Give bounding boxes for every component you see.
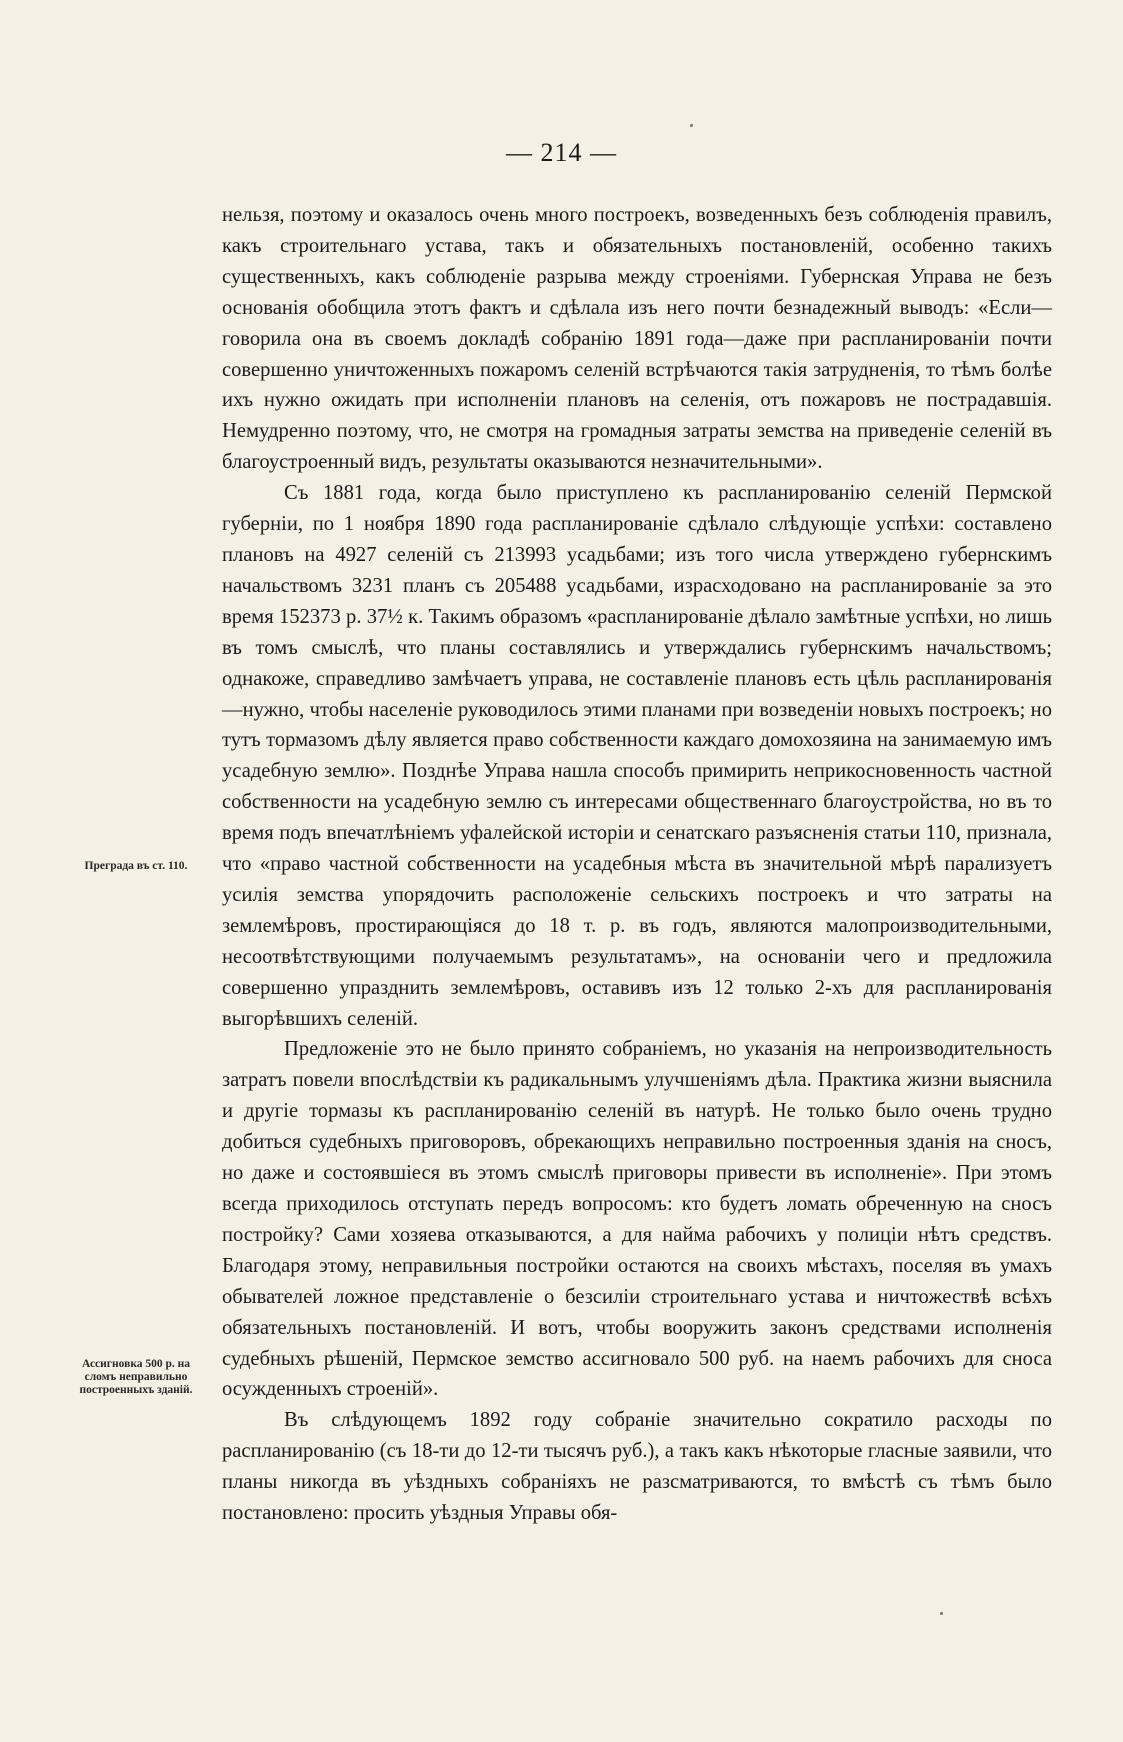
margin-note-article-110: Преграда въ ст. 110.: [84, 860, 188, 872]
paragraph-2: Съ 1881 года, когда было приступлено къ распланированію селеній Пермской губерніи, по 1 ноября 1890 года распланированіе сдѣлало слѣдующіе успѣхи: составлено плановъ на 4927 селеній съ 213993 усадьбами; изъ того числа утверждено губернскимъ начальствомъ 3231 планъ съ 205488 усадьбами, израсходовано на распланированіе за это время 152373 р. 37½ к. Такимъ образомъ «распланированіе дѣлало замѣтные успѣхи, но лишь въ томъ смыслѣ, что планы составлялись и утверждались губернскимъ начальствомъ; однакоже, справедливо замѣчаетъ управа, не составленіе плановъ есть цѣль распланированія—нужно, чтобы населеніе руководилось этими планами при возведеніи новыхъ построекъ; но тутъ тормазомъ дѣлу является право собственности каждаго домохозяина на занимаемую имъ усадебную землю». Позднѣе Управа нашла способъ примирить неприкосновенность частной собственности на усадебную землю съ интересами общественнаго благоустройства, но въ то время подъ впечатлѣніемъ уфалейской исторіи и сенатскаго разъясненія статьи 110, признала, что «право частной собственности на усадебныя мѣста въ значительной мѣрѣ парализуетъ усилія земства упорядочить расположеніе сельскихъ построекъ и что затраты на землемѣровъ, простирающіяся до 18 т. р. въ годъ, являются малопроизводительными, несоотвѣтствующими получаемымъ результатамъ», на основаніи чего и предложила совершенно упразднить землемѣровъ, оставивъ изъ 12 только 2-хъ для распланированія выгорѣвшихъ селеній.: [222, 482, 1052, 1030]
paragraph-1: нельзя, поэтому и оказалось очень много построекъ, возведенныхъ безъ соблюденія правилъ, какъ строительнаго устава, такъ и обязательныхъ постановленій, особенно такихъ существенныхъ, какъ соблюденіе разрыва между строеніями. Губернская Управа не безъ основанія обобщила этотъ фактъ и сдѣлала изъ него почти безнадежный выводъ: «Если—говорила она въ своемъ докладѣ собранію 1891 года—даже при распланированіи почти совершенно уничтоженныхъ пожаромъ селеній встрѣчаются такія затрудненія, то тѣмъ болѣе ихъ нужно ожидать при исполненіи плановъ на селенія, отъ пожаровъ не пострадавшія. Немудренно поэтому, что, не смотря на громадныя затраты земства на приведеніе селеній въ благоустроенный видъ, результаты оказываются незначительными».: [222, 204, 1052, 474]
paper-speck: [940, 1612, 943, 1615]
page-number: — 214 —: [506, 138, 617, 167]
paper-speck: [690, 124, 693, 127]
paragraph-4: Въ слѣдующемъ 1892 году собраніе значительно сократило расходы по распланированію (съ 18-ти до 12-ти тысячъ руб.), а такъ какъ нѣкоторые гласные заявили, что планы никогда въ уѣздныхъ собраніяхъ не разсматриваются, то вмѣстѣ съ тѣмъ было постановлено: просить уѣздныя Управы обя-: [222, 1409, 1052, 1525]
main-text: [222, 200, 1052, 1529]
margin-note-demolition-funding: Ассигновка 500 р. на сломъ неправильно построенныхъ зданій.: [79, 1358, 193, 1396]
paragraph-3: Предложеніе это не было принято собраніемъ, но указанія на непроизводительность затратъ повели впослѣдствіи къ радикальнымъ улучшеніямъ дѣла. Практика жизни выяснила и другіе тормазы къ распланированію селеній въ натурѣ. Не только было очень трудно добиться судебныхъ приговоровъ, обрекающихъ неправильно построенныя зданія на сносъ, но даже и состоявшіеся въ этомъ смыслѣ приговоры привести въ исполненіе». При этомъ всегда приходилось отступать передъ вопросомъ: кто будетъ ломать обреченную на сносъ постройку? Сами хозяева отказываются, а для найма рабочихъ у полиціи нѣтъ средствъ. Благодаря этому, неправильныя постройки остаются на своихъ мѣстахъ, поселяя въ умахъ обывателей ложное представленіе о безсиліи строительнаго устава и ничтожествѣ всѣхъ обязательныхъ постановленій. И вотъ, чтобы вооружить законъ средствами исполненія судебныхъ рѣшеній, Пермское земство ассигновало 500 руб. на наемъ рабочихъ для сноса осужденныхъ строеній».: [222, 1038, 1052, 1401]
